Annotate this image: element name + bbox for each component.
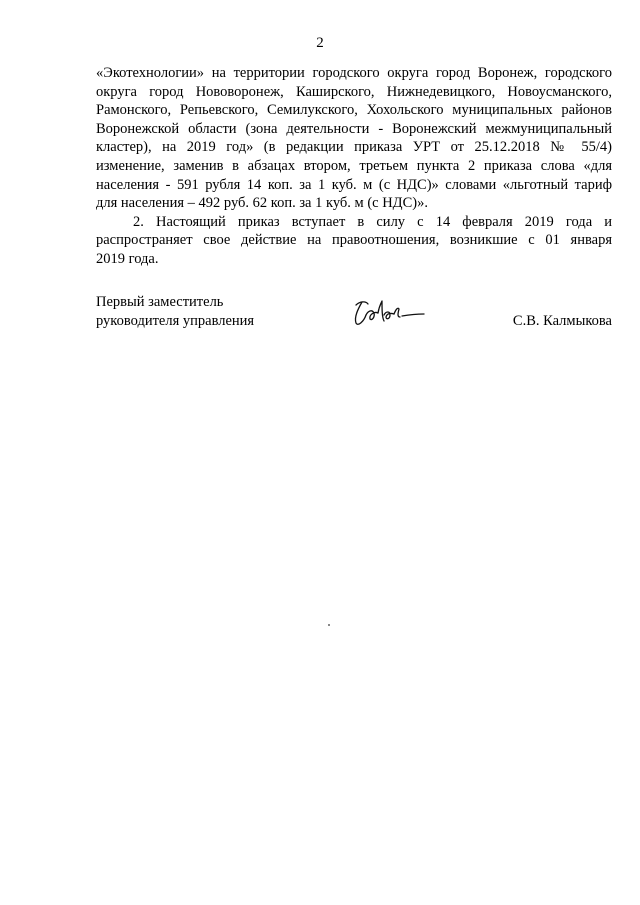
text-line: Воронежской области (зона деятельности - Воронежский межмуниципальный [96,120,612,137]
handwritten-signature [348,295,428,331]
signature-block [96,293,612,353]
text-line: населения - 591 рубля 14 коп. за 1 куб. м (с НДС)» словами «льготный тариф [96,176,612,193]
text-line: 2019 года. [96,250,159,267]
page-number: 2 [316,35,324,51]
text-line: «Экотехнологии» на территории городского округа город Воронеж, городского [96,65,612,81]
signer-name: С.В. Калмыкова [512,312,612,329]
text-line: изменение, заменив в абзацах втором, третьем пункта 2 приказа слова «для [96,157,612,174]
paragraph-effective-date [96,213,612,269]
signer-position [96,293,254,330]
text-line: Рамонского, Репьевского, Семилукского, Хохольского муниципальных районов [96,102,612,119]
body-text [96,64,612,269]
text-line: округа город Нововоронеж, Каширского, Нижнедевицкого, Новоусманского, [96,83,612,100]
paragraph-amendment [96,64,612,213]
text-line: распространяет свое действие на правоотношения, возникшие с 01 января [96,232,612,249]
signer-position-line: Первый заместитель [96,294,224,310]
scan-speck [328,624,330,626]
text-line: кластер), на 2019 год» (в редакции приказа УРТ от 25.12.2018 № 55/4) [96,139,612,156]
text-line: 2. Настоящий приказ вступает в силу с 14 февраля 2019 года и [133,213,612,230]
text-line: для населения – 492 руб. 62 коп. за 1 куб. м (с НДС)». [96,195,428,212]
signer-position-line: руководителя управления [96,312,255,329]
